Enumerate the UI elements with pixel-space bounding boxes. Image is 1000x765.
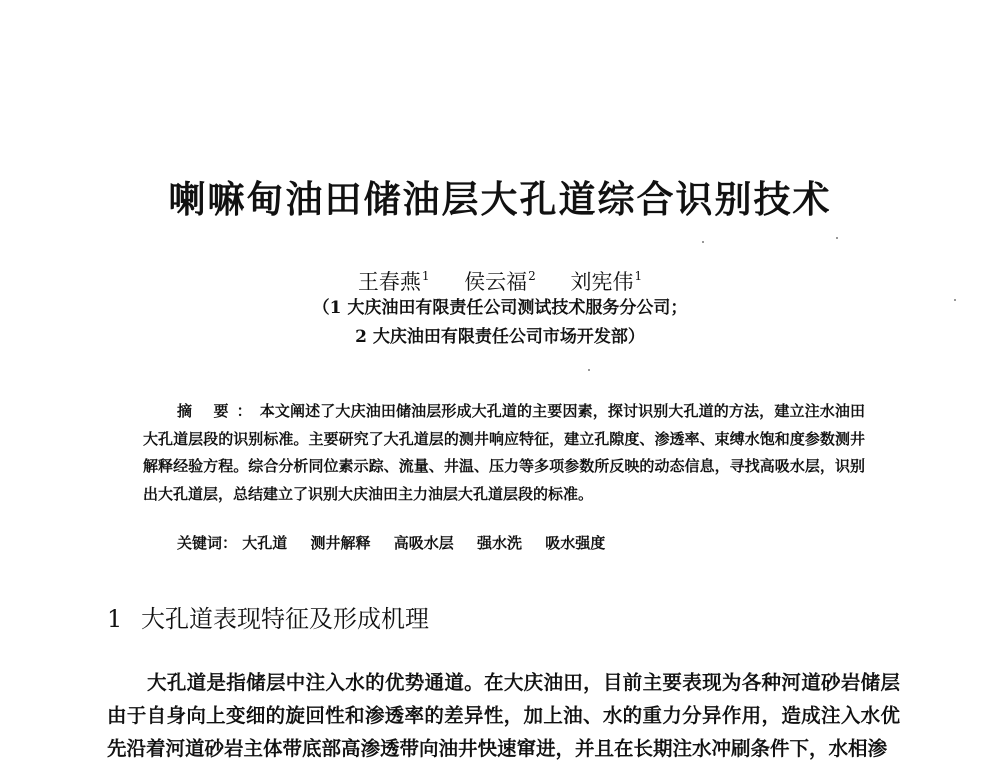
author-name: 王春燕 [357,270,421,294]
paper-title: 喇嘛甸油田储油层大孔道综合识别技术 [168,178,832,221]
author-affiliation-number: 2 [528,269,536,283]
author-name: 刘宪伟 [570,270,634,294]
abstract-text: 本文阐述了大庆油田储油层形成大孔道的主要因素，探讨识别大孔道的方法，建立注水油田大孔道层段的识别标准。主要研究了大孔道层的测井响应特征，建立孔隙度、渗透率、束缚水饱和度参数测井解释经验方程。综合分析同位素示踪、流量、井温、压力等多项参数所反映的动态信息，寻找高吸水层，识别出大孔道层，总结建立了识别大庆油田主力油层大孔道层段的标准。 [143,402,865,503]
author-list [0,262,1000,296]
section-number: 1 [107,605,123,633]
author-affiliation-number: 1 [634,269,643,283]
keyword: 高吸水层 [393,534,454,552]
author-3 [571,262,643,296]
body-paragraph: 大孔道是指储层中注入水的优势通道。在大庆油田，目前主要表现为各种河道砂岩储层由于自身向上变细的旋回性和渗透率的差异性，加上油、水的重力分异作用，造成注入水优先沿着河道砂岩主体带底部高渗透带向油井快速窜进，并且在长期注水冲刷条件下，水相渗 [107,671,900,760]
affiliation-line-2: 2 大庆油田有限责任公司市场开发部） [355,327,645,347]
keyword: 大孔道 [242,534,288,552]
keyword: 强水洗 [477,534,523,552]
author-2 [464,262,536,296]
author-affiliation-number: 1 [421,269,430,283]
section-title: 大孔道表现特征及形成机理 [141,605,429,633]
scan-speck [588,369,590,371]
author-1 [358,262,430,296]
keywords [177,531,623,555]
scan-speck [954,299,956,301]
keyword: 测井解释 [310,534,371,552]
abstract [143,398,865,508]
author-name: 侯云福 [464,270,528,294]
scan-speck [836,237,838,239]
abstract-label: 摘 要： [177,402,260,420]
keywords-label: 关键词： [177,534,238,552]
section-heading [107,602,429,636]
affiliation-line-1: （1 大庆油田有限责任公司测试技术服务分公司； [312,298,688,318]
scan-speck [702,241,704,243]
keyword: 吸水强度 [545,534,606,552]
